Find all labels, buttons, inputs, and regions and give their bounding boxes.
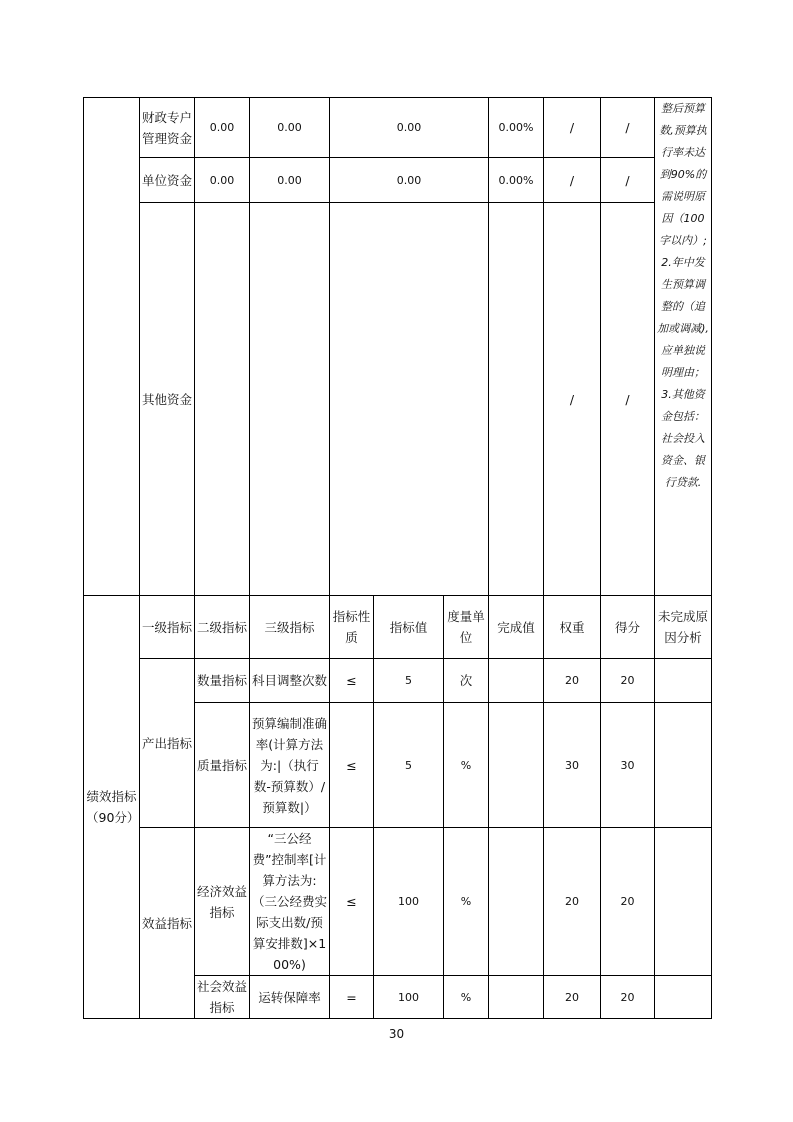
fund-value-5: /: [544, 158, 601, 203]
header-level2: 二级指标: [195, 596, 250, 659]
indicator-done: [489, 828, 544, 976]
blank-section-cell: [84, 98, 140, 596]
fund-value-6: /: [601, 203, 655, 596]
indicator-row: [84, 828, 712, 976]
indicator-unit: %: [444, 976, 489, 1019]
fund-note: 整后预算数,预算执行率未达到90%的需说明原因（100字以内）;2.年中发生预算调整的（追加或调减),应单独说明理由；3.其他资金包括：社会投入资金、银行贷款.: [655, 98, 712, 596]
fund-value-1: 0.00: [195, 98, 250, 158]
indicator-unit: %: [444, 703, 489, 828]
fund-rate: 0.00%: [489, 158, 544, 203]
indicator-score: 20: [601, 659, 655, 703]
fund-value-2: [250, 203, 330, 596]
header-value: 指标值: [374, 596, 444, 659]
fund-value-3: 0.00: [330, 98, 489, 158]
header-unit: 度量单位: [444, 596, 489, 659]
fund-label: 其他资金: [140, 203, 195, 596]
level3-label: 预算编制准确率(计算方法为:|（执行数-预算数）/预算数|）: [250, 703, 330, 828]
indicator-done: [489, 659, 544, 703]
header-weight: 权重: [544, 596, 601, 659]
fund-value-5: /: [544, 203, 601, 596]
indicator-row: [84, 659, 712, 703]
indicator-done: [489, 703, 544, 828]
indicator-reason: [655, 828, 712, 976]
level3-label: “三公经费”控制率[计算方法为:（三公经费实际支出数/预算安排数]×100%): [250, 828, 330, 976]
indicator-nature: =: [330, 976, 374, 1019]
indicator-nature: ≤: [330, 828, 374, 976]
level2-label: 数量指标: [195, 659, 250, 703]
fund-label: 单位资金: [140, 158, 195, 203]
fund-rate: 0.00%: [489, 98, 544, 158]
header-level3: 三级指标: [250, 596, 330, 659]
header-nature: 指标性质: [330, 596, 374, 659]
level2-label: 质量指标: [195, 703, 250, 828]
indicator-weight: 20: [544, 828, 601, 976]
level3-label: 科目调整次数: [250, 659, 330, 703]
indicator-score: 30: [601, 703, 655, 828]
level2-label: 经济效益指标: [195, 828, 250, 976]
header-done: 完成值: [489, 596, 544, 659]
level1-label: 效益指标: [140, 828, 195, 1019]
performance-section-label: 绩效指标（90分）: [84, 596, 140, 1019]
indicator-weight: 20: [544, 659, 601, 703]
indicator-nature: ≤: [330, 659, 374, 703]
indicator-value: 5: [374, 703, 444, 828]
indicator-done: [489, 976, 544, 1019]
indicator-weight: 30: [544, 703, 601, 828]
fund-row: [84, 203, 712, 596]
budget-performance-table: [83, 97, 712, 1019]
indicator-weight: 20: [544, 976, 601, 1019]
fund-value-3: 0.00: [330, 158, 489, 203]
level1-label: 产出指标: [140, 659, 195, 828]
indicator-value: 5: [374, 659, 444, 703]
fund-value-2: 0.00: [250, 158, 330, 203]
fund-value-5: /: [544, 98, 601, 158]
level2-label: 社会效益指标: [195, 976, 250, 1019]
indicator-score: 20: [601, 828, 655, 976]
fund-value-3: [330, 203, 489, 596]
indicator-value: 100: [374, 828, 444, 976]
fund-row: [84, 158, 712, 203]
fund-value-6: /: [601, 98, 655, 158]
performance-header-row: [84, 596, 712, 659]
indicator-value: 100: [374, 976, 444, 1019]
fund-value-1: 0.00: [195, 158, 250, 203]
indicator-unit: %: [444, 828, 489, 976]
level3-label: 运转保障率: [250, 976, 330, 1019]
fund-rate: [489, 203, 544, 596]
indicator-score: 20: [601, 976, 655, 1019]
fund-value-2: 0.00: [250, 98, 330, 158]
indicator-reason: [655, 659, 712, 703]
page-number: 30: [388, 1027, 405, 1041]
fund-label: 财政专户管理资金: [140, 98, 195, 158]
header-level1: 一级指标: [140, 596, 195, 659]
header-reason: 未完成原因分析: [655, 596, 712, 659]
header-score: 得分: [601, 596, 655, 659]
indicator-unit: 次: [444, 659, 489, 703]
fund-row: [84, 98, 712, 158]
fund-value-1: [195, 203, 250, 596]
fund-value-6: /: [601, 158, 655, 203]
indicator-reason: [655, 976, 712, 1019]
indicator-reason: [655, 703, 712, 828]
indicator-nature: ≤: [330, 703, 374, 828]
